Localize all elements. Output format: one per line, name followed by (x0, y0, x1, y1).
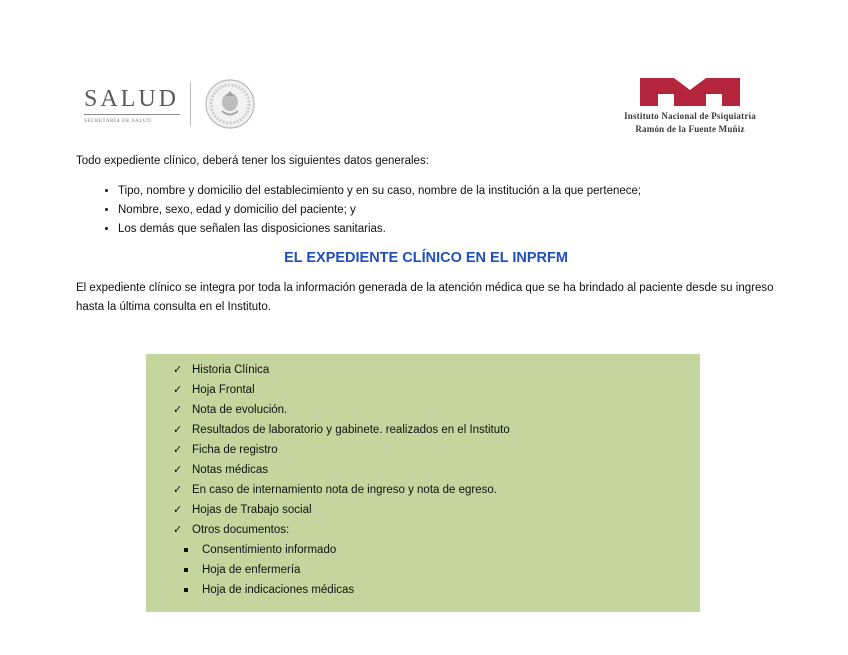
sub-list-item: Hoja de indicaciones médicas (184, 580, 700, 600)
inprfm-emblem-icon (640, 78, 740, 106)
checklist-item: ✓ Notas médicas (173, 460, 700, 480)
checklist-box (146, 354, 700, 612)
checklist-item: ✓ Resultados de laboratorio y gabinete. realizados en el Instituto (173, 420, 700, 440)
body-paragraph: El expediente clínico se integra por toda la información generada de la atención médica que se ha brindado al paciente desde su ingreso hasta la última consulta en el Instituto. (76, 282, 774, 313)
inprfm-logo-line2: Ramón de la Fuente Muñiz (635, 124, 745, 134)
checklist-item: ✓ Nota de evolución. (173, 400, 700, 420)
list-item: • Los demás que señalen las disposiciones sanitarias. (118, 220, 776, 239)
other-documents-list (146, 540, 700, 600)
logo-divider (190, 82, 191, 126)
document-content (76, 154, 776, 317)
salud-logo-rule (84, 114, 180, 115)
checklist-item: ✓ Otros documentos: (173, 520, 700, 540)
salud-logo-word: SALUD (84, 86, 180, 112)
checklist-item: ✓ Ficha de registro (173, 440, 700, 460)
checklist-item: ✓ Hojas de Trabajo social (173, 500, 700, 520)
inprfm-logo-name (598, 110, 782, 136)
checklist-item: ✓ Historia Clínica (173, 360, 700, 380)
salud-logo (84, 86, 184, 124)
sub-list-item: Hoja de enfermería (184, 560, 700, 580)
intro-paragraph: Todo expediente clínico, deberá tener los siguientes datos generales: (76, 155, 429, 167)
inprfm-logo-line1: Instituto Nacional de Psiquiatría (624, 111, 756, 121)
sub-list-item: Consentimiento informado (184, 540, 700, 560)
checklist-item: ✓ En caso de internamiento nota de ingreso y nota de egreso. (173, 480, 700, 500)
list-item: • Tipo, nombre y domicilio del establecimiento y en su caso, nombre de la institución a la que pertenece; (118, 182, 776, 201)
list-item: • Nombre, sexo, edad y domicilio del paciente; y (118, 201, 776, 220)
document-header (0, 0, 848, 150)
section-title: EL EXPEDIENTE CLÍNICO EN EL INPRFM (284, 250, 568, 266)
checklist-item: ✓ Hoja Frontal (173, 380, 700, 400)
checklist (146, 360, 700, 540)
general-data-list (76, 182, 776, 239)
mexico-coat-of-arms-icon (204, 78, 256, 130)
salud-logo-subtitle: SECRETARÍA DE SALUD (84, 119, 152, 124)
